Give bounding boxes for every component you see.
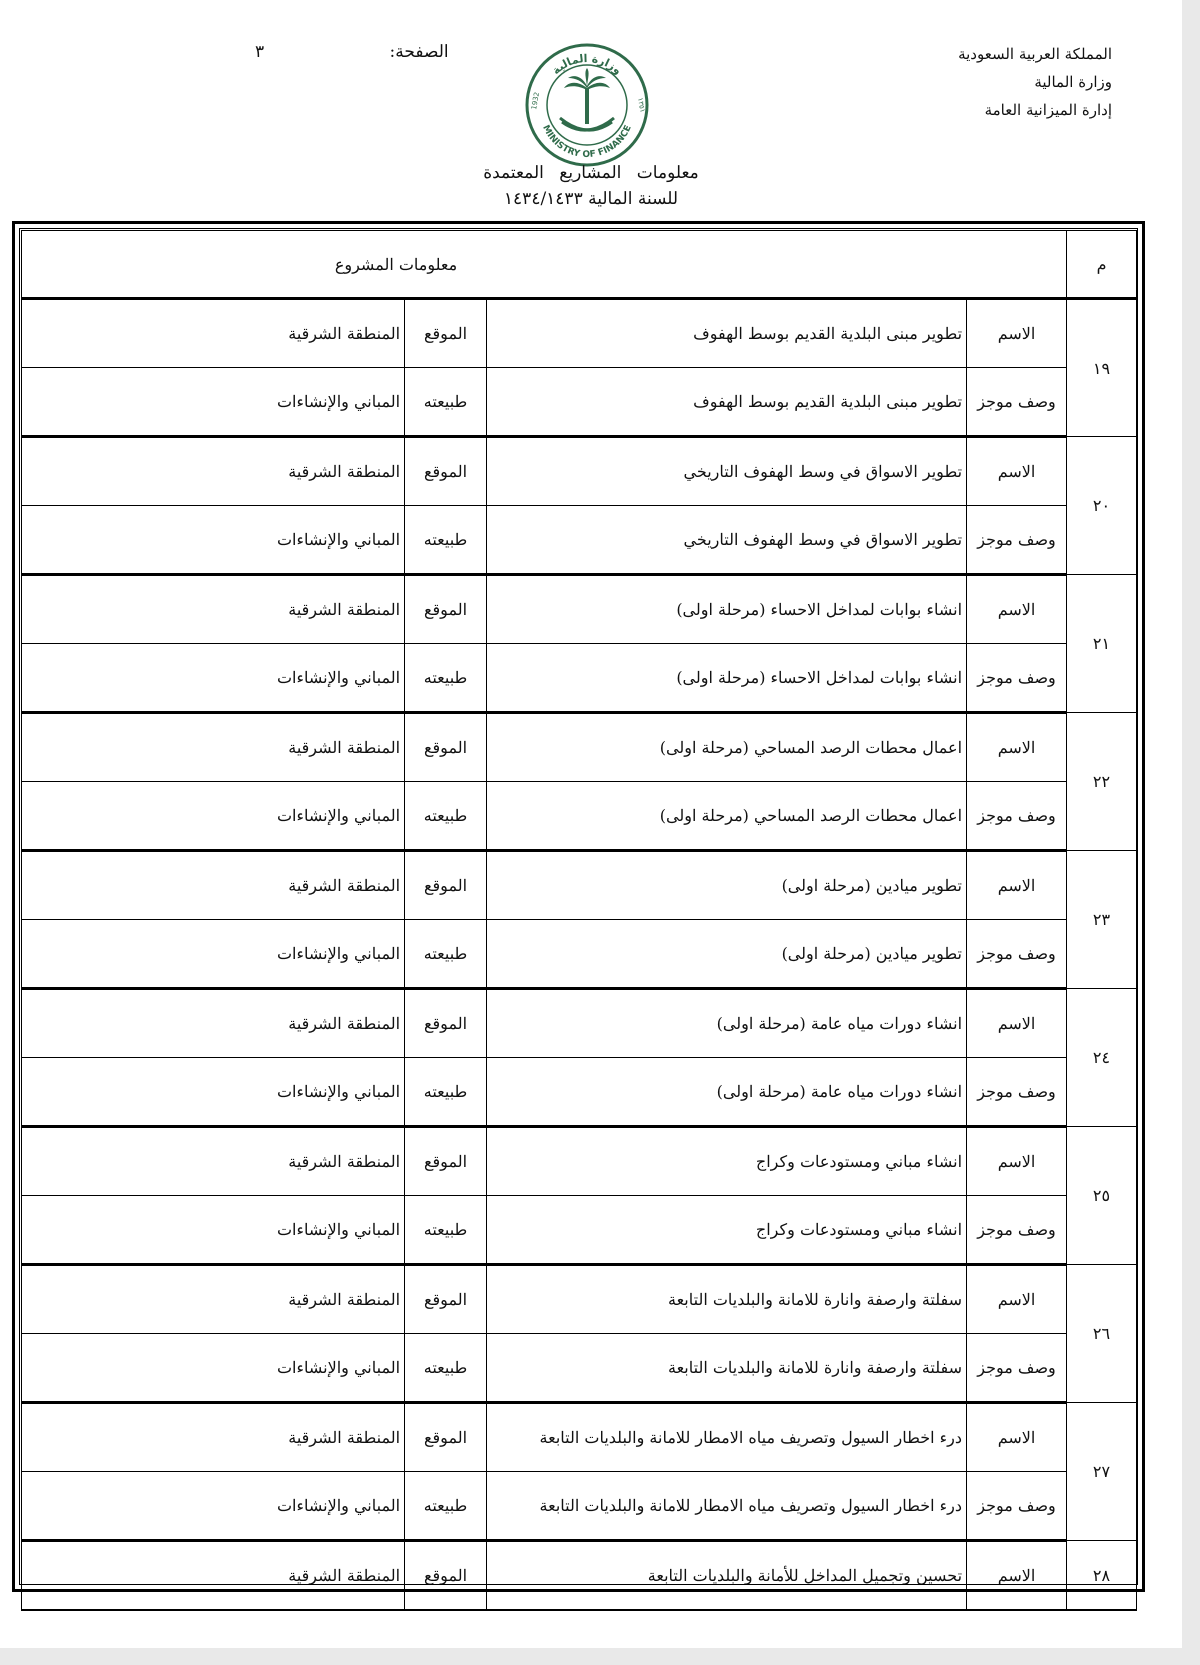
label-description: وصف موجز: [967, 782, 1067, 851]
table-row: [22, 989, 1137, 1058]
project-name: درء اخطار السيول وتصريف مياه الامطار للامانة والبلديات التابعة: [487, 1403, 967, 1472]
table-row: [22, 713, 1137, 782]
label-name: الاسم: [967, 1403, 1067, 1472]
label-name: الاسم: [967, 299, 1067, 368]
project-nature: المباني والإنشاءات: [22, 1472, 405, 1541]
seal-text-english: MINISTRY OF FINANCE: [540, 123, 634, 161]
project-name: انشاء دورات مياه عامة (مرحلة اولى): [487, 989, 967, 1058]
header-line-kingdom: المملكة العربية السعودية: [958, 45, 1112, 63]
project-description: تطوير ميادين (مرحلة اولى): [487, 920, 967, 989]
label-description: وصف موجز: [967, 1196, 1067, 1265]
project-location: المنطقة الشرقية: [22, 851, 405, 920]
project-description: درء اخطار السيول وتصريف مياه الامطار للامانة والبلديات التابعة: [487, 1472, 967, 1541]
projects-table: [21, 230, 1137, 1611]
label-location: الموقع: [405, 1127, 487, 1196]
project-name: تطوير الاسواق في وسط الهفوف التاريخي: [487, 437, 967, 506]
project-description: تطوير مبنى البلدية القديم بوسط الهفوف: [487, 368, 967, 437]
label-nature: طبيعته: [405, 920, 487, 989]
project-number: ٢١: [1067, 575, 1137, 713]
project-nature: المباني والإنشاءات: [22, 506, 405, 575]
project-location: المنطقة الشرقية: [22, 437, 405, 506]
table-row: [22, 437, 1137, 506]
page-label: الصفحة:: [389, 42, 449, 62]
label-description: وصف موجز: [967, 368, 1067, 437]
table-row: [22, 644, 1137, 713]
label-location: الموقع: [405, 989, 487, 1058]
project-number: ٢٨: [1067, 1541, 1137, 1611]
project-location: المنطقة الشرقية: [22, 575, 405, 644]
project-location: المنطقة الشرقية: [22, 299, 405, 368]
label-location: الموقع: [405, 1541, 487, 1611]
label-nature: طبيعته: [405, 1472, 487, 1541]
project-number: ٢٠: [1067, 437, 1137, 575]
table-row: [22, 1472, 1137, 1541]
table-row: [22, 299, 1137, 368]
project-nature: المباني والإنشاءات: [22, 1058, 405, 1127]
project-description: اعمال محطات الرصد المساحي (مرحلة اولى): [487, 782, 967, 851]
label-name: الاسم: [967, 1127, 1067, 1196]
seal-year-right: ١٣٥١: [636, 96, 647, 114]
table-row: [22, 1127, 1137, 1196]
label-name: الاسم: [967, 851, 1067, 920]
label-nature: طبيعته: [405, 1196, 487, 1265]
project-name: انشاء بوابات لمداخل الاحساء (مرحلة اولى): [487, 575, 967, 644]
page-number: ٣: [255, 42, 265, 62]
label-description: وصف موجز: [967, 920, 1067, 989]
label-location: الموقع: [405, 437, 487, 506]
project-name: تحسين وتجميل المداخل للأمانة والبلديات التابعة: [487, 1541, 967, 1611]
table-row: [22, 1403, 1137, 1472]
table-row: [22, 920, 1137, 989]
label-location: الموقع: [405, 851, 487, 920]
project-nature: المباني والإنشاءات: [22, 782, 405, 851]
table-row: [22, 1058, 1137, 1127]
project-number: ٢٥: [1067, 1127, 1137, 1265]
document-titles: [0, 160, 1182, 212]
label-name: الاسم: [967, 713, 1067, 782]
label-name: الاسم: [967, 575, 1067, 644]
label-name: الاسم: [967, 1541, 1067, 1611]
label-name: الاسم: [967, 437, 1067, 506]
label-name: الاسم: [967, 989, 1067, 1058]
table-row: [22, 1265, 1137, 1334]
project-number: ٢٣: [1067, 851, 1137, 989]
label-location: الموقع: [405, 713, 487, 782]
projects-table-frame: [12, 221, 1145, 1592]
project-number: ١٩: [1067, 299, 1137, 437]
project-location: المنطقة الشرقية: [22, 1127, 405, 1196]
header-line-ministry: وزارة المالية: [1034, 73, 1112, 91]
project-description: انشاء مباني ومستودعات وكراج: [487, 1196, 967, 1265]
label-location: الموقع: [405, 1403, 487, 1472]
label-description: وصف موجز: [967, 1058, 1067, 1127]
label-location: الموقع: [405, 1265, 487, 1334]
label-nature: طبيعته: [405, 1058, 487, 1127]
label-nature: طبيعته: [405, 782, 487, 851]
table-header-row: [22, 231, 1137, 299]
table-row: [22, 506, 1137, 575]
project-nature: المباني والإنشاءات: [22, 368, 405, 437]
label-description: وصف موجز: [967, 506, 1067, 575]
project-location: المنطقة الشرقية: [22, 1265, 405, 1334]
project-nature: المباني والإنشاءات: [22, 1196, 405, 1265]
project-name: تطوير مبنى البلدية القديم بوسط الهفوف: [487, 299, 967, 368]
header-col-number: م: [1067, 231, 1137, 299]
label-description: وصف موجز: [967, 1472, 1067, 1541]
table-row: [22, 1196, 1137, 1265]
table-row: [22, 1541, 1137, 1611]
project-name: اعمال محطات الرصد المساحي (مرحلة اولى): [487, 713, 967, 782]
project-description: انشاء بوابات لمداخل الاحساء (مرحلة اولى): [487, 644, 967, 713]
table-row: [22, 782, 1137, 851]
project-location: المنطقة الشرقية: [22, 1403, 405, 1472]
label-name: الاسم: [967, 1265, 1067, 1334]
header-line-department: إدارة الميزانية العامة: [984, 101, 1112, 119]
ministry-seal-logo: [522, 40, 652, 170]
label-description: وصف موجز: [967, 644, 1067, 713]
palm-swords-emblem: [560, 68, 614, 130]
label-description: وصف موجز: [967, 1334, 1067, 1403]
table-row: [22, 368, 1137, 437]
table-row: [22, 851, 1137, 920]
document-title: معلومات المشاريع المعتمدة: [483, 163, 699, 183]
project-nature: المباني والإنشاءات: [22, 1334, 405, 1403]
project-description: سفلتة وارصفة وانارة للامانة والبلديات التابعة: [487, 1334, 967, 1403]
project-nature: المباني والإنشاءات: [22, 644, 405, 713]
project-number: ٢٦: [1067, 1265, 1137, 1403]
label-location: الموقع: [405, 299, 487, 368]
project-description: انشاء دورات مياه عامة (مرحلة اولى): [487, 1058, 967, 1127]
project-number: ٢٧: [1067, 1403, 1137, 1541]
project-name: انشاء مباني ومستودعات وكراج: [487, 1127, 967, 1196]
project-name: سفلتة وارصفة وانارة للامانة والبلديات التابعة: [487, 1265, 967, 1334]
seal-year-left: 1932: [530, 91, 542, 111]
label-nature: طبيعته: [405, 368, 487, 437]
project-number: ٢٢: [1067, 713, 1137, 851]
project-nature: المباني والإنشاءات: [22, 920, 405, 989]
project-description: تطوير الاسواق في وسط الهفوف التاريخي: [487, 506, 967, 575]
label-nature: طبيعته: [405, 1334, 487, 1403]
project-location: المنطقة الشرقية: [22, 1541, 405, 1611]
label-nature: طبيعته: [405, 506, 487, 575]
header-col-project-info: معلومات المشروع: [22, 231, 1067, 299]
project-name: تطوير ميادين (مرحلة اولى): [487, 851, 967, 920]
seal-text-arabic: وزارة المالية: [549, 51, 625, 78]
table-row: [22, 575, 1137, 644]
table-row: [22, 1334, 1137, 1403]
project-location: المنطقة الشرقية: [22, 989, 405, 1058]
ministry-header: [958, 40, 1112, 124]
label-nature: طبيعته: [405, 644, 487, 713]
project-number: ٢٤: [1067, 989, 1137, 1127]
label-location: الموقع: [405, 575, 487, 644]
project-location: المنطقة الشرقية: [22, 713, 405, 782]
page-number-block: [255, 42, 449, 62]
fiscal-year-subtitle: للسنة المالية ١٤٣٤/١٤٣٣: [503, 189, 679, 209]
